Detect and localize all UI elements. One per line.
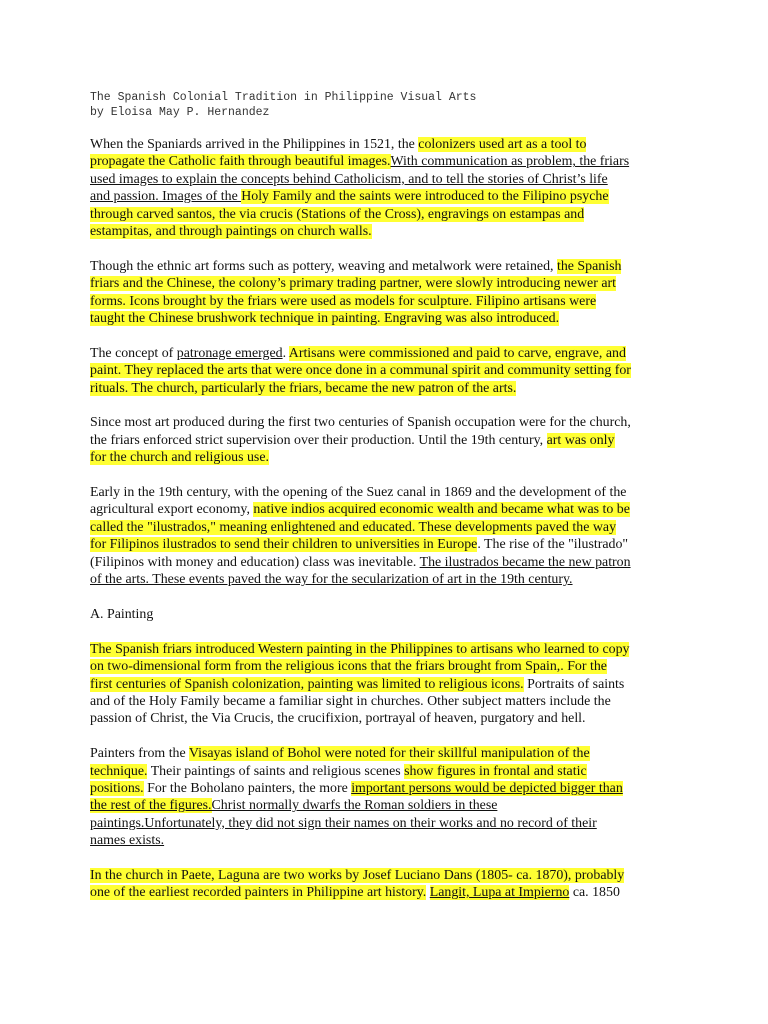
- text-line: [90, 136, 690, 153]
- text-line: [90, 693, 690, 710]
- text-line: [90, 275, 690, 292]
- highlighted-text: show figures in frontal and static: [404, 763, 587, 779]
- text-segment: ca. 1850: [569, 885, 620, 901]
- highlighted-text: rituals. The church, particularly the friars, became the new patron of the arts.: [90, 380, 517, 396]
- underlined-text: The ilustrados became the new patron: [419, 554, 631, 570]
- paragraph: [90, 414, 690, 466]
- document-header: [90, 90, 476, 120]
- highlighted-text: the Spanish: [556, 258, 622, 274]
- text-line: [90, 867, 690, 884]
- text-line: [90, 293, 690, 310]
- text-line: [90, 258, 690, 275]
- text-line: [90, 536, 690, 553]
- text-segment: When the Spaniards arrived in the Philippines in 1521, the: [90, 137, 419, 152]
- highlighted-text: In the church in Paete, Laguna are two works by Josef Luciano Dans (1805- ca. 1870), probably: [90, 867, 625, 883]
- text-line: [90, 380, 690, 397]
- highlighted-text: for Filipinos ilustrados to send their children to universities in Europe: [90, 537, 478, 553]
- highlighted-text: technique.: [90, 763, 148, 779]
- paragraph: [90, 641, 690, 728]
- text-line: [90, 223, 690, 240]
- underlined-text: and passion. Images of the: [90, 189, 242, 205]
- underlined-text: used images to explain the concepts behind Catholicism, and to tell the stories of Christ’s life: [90, 171, 608, 187]
- underlined-text: names exists.: [90, 833, 165, 849]
- paragraph: [90, 258, 690, 328]
- highlighted-text: Holy Family and the saints were introduced to the Filipino psyche: [241, 189, 609, 205]
- highlighted-text: Visayas island of Bohol were noted for their skillful manipulation of the: [188, 746, 590, 762]
- highlighted-text: Langit, Lupa at Impierno: [429, 885, 570, 901]
- text-line: [90, 414, 690, 431]
- text-segment: and of the Holy Family became a familiar sight in churches. Other subject matters include the: [90, 693, 611, 709]
- text-line: [90, 310, 690, 327]
- highlighted-text: on two-dimensional form from the religious icons that the friars brought from Spain,. For the: [90, 659, 607, 675]
- highlighted-text: native indios acquired economic wealth and became what was to be: [253, 502, 630, 518]
- highlighted-text: for the church and religious use.: [90, 450, 269, 466]
- text-line: [90, 362, 690, 379]
- highlighted-text: Artisans were commissioned and paid to carve, engrave, and: [288, 345, 626, 361]
- text-line: [90, 519, 690, 536]
- text-segment: Painters from the: [90, 746, 189, 762]
- text-segment: Early in the 19th century, with the opening of the Suez canal in 1869 and the development of the: [90, 485, 627, 501]
- text-line: [90, 554, 690, 571]
- text-segment: Portraits of saints: [523, 676, 625, 692]
- document-byline: by Eloisa May P. Hernandez: [90, 106, 270, 119]
- text-line: [90, 815, 690, 832]
- text-line: [90, 188, 690, 205]
- text-segment: . The rise of the "ilustrado": [477, 537, 629, 553]
- underlined-text: Christ normally dwarfs the Roman soldiers in these: [211, 798, 498, 814]
- highlighted-text: the rest of the figures.: [90, 798, 212, 814]
- text-line: [90, 884, 690, 901]
- text-line: [90, 763, 690, 780]
- text-line: [90, 797, 690, 814]
- underlined-text: With communication as problem, the friars: [390, 154, 630, 170]
- highlighted-text: one of the earliest recorded painters in Philippine art history.: [90, 885, 427, 901]
- text-line: [90, 710, 690, 727]
- text-line: [90, 449, 690, 466]
- text-segment: Though the ethnic art forms such as pottery, weaving and metalwork were retained,: [90, 258, 557, 274]
- text-line: [90, 484, 690, 501]
- highlighted-text: colonizers used art as a tool to: [418, 137, 587, 152]
- text-line: [90, 780, 690, 797]
- text-line: [90, 171, 690, 188]
- text-line: [90, 501, 690, 518]
- text-segment: For the Boholano painters, the more: [143, 780, 352, 796]
- text-segment: passion of Christ, the Via Crucis, the crucifixion, portrayal of heaven, purgatory and hell.: [90, 711, 586, 727]
- highlighted-text: called the "ilustrados," meaning enlightened and educated. These developments paved the way: [90, 519, 617, 535]
- text-line: [90, 345, 690, 362]
- paragraph: [90, 136, 690, 240]
- text-line: [90, 676, 690, 693]
- text-line: [90, 745, 690, 762]
- highlighted-text: propagate the Catholic faith through beautiful images.: [90, 154, 391, 170]
- highlighted-text: art was only: [546, 432, 615, 448]
- underlined-text: paintings.Unfortunately, they did not sign their names on their works and no record of their: [90, 815, 597, 831]
- text-segment: agricultural export economy,: [90, 502, 254, 518]
- text-segment: Since most art produced during the first two centuries of Spanish occupation were for the church,: [90, 415, 631, 431]
- text-line: [90, 658, 690, 675]
- underlined-text: patronage emerged: [176, 345, 283, 361]
- highlighted-text: important persons would be depicted bigger than: [351, 780, 623, 796]
- document-body: [90, 136, 690, 919]
- highlighted-text: positions.: [90, 780, 144, 796]
- text-segment: .: [282, 345, 289, 361]
- highlighted-text: The Spanish friars introduced Western painting in the Philippines to artisans who learned to copy: [90, 641, 630, 657]
- text-segment: The concept of: [90, 345, 177, 361]
- section-heading: [90, 606, 690, 623]
- paragraph: [90, 345, 690, 397]
- text-segment: A. Painting: [90, 606, 154, 622]
- text-line: [90, 571, 690, 588]
- text-line: [90, 206, 690, 223]
- text-line: [90, 432, 690, 449]
- paragraph: [90, 867, 690, 902]
- underlined-text: of the arts. These events paved the way for the secularization of art in the 19th century.: [90, 572, 573, 588]
- text-line: [90, 153, 690, 170]
- text-segment: the friars enforced strict supervision over their production. Until the 19th century,: [90, 432, 547, 448]
- highlighted-text: paint. They replaced the arts that were once done in a communal spirit and community setting for: [90, 363, 631, 379]
- paragraph: [90, 484, 690, 588]
- highlighted-text: first centuries of Spanish colonization, painting was limited to religious icons.: [90, 676, 524, 692]
- highlighted-text: through carved santos, the via crucis (Stations of the Cross), engravings on estampas and: [90, 206, 585, 222]
- text-line: [90, 641, 690, 658]
- text-line: [90, 832, 690, 849]
- text-segment: (Filipinos with money and education) class was inevitable.: [90, 554, 420, 570]
- highlighted-text: estampitas, and through paintings on church walls.: [90, 224, 372, 240]
- text-line: [90, 606, 690, 623]
- highlighted-text: friars and the Chinese, the colony’s primary trading partner, were slowly introducing newer art: [90, 276, 616, 292]
- text-segment: Their paintings of saints and religious scenes: [147, 763, 405, 779]
- paragraph: [90, 745, 690, 849]
- highlighted-text: taught the Chinese brushwork technique in painting. Engraving was also introduced.: [90, 311, 560, 327]
- highlighted-text: forms. Icons brought by the friars were used as models for sculpture. Filipino artisans were: [90, 293, 597, 309]
- document-title: The Spanish Colonial Tradition in Philippine Visual Arts: [90, 91, 477, 104]
